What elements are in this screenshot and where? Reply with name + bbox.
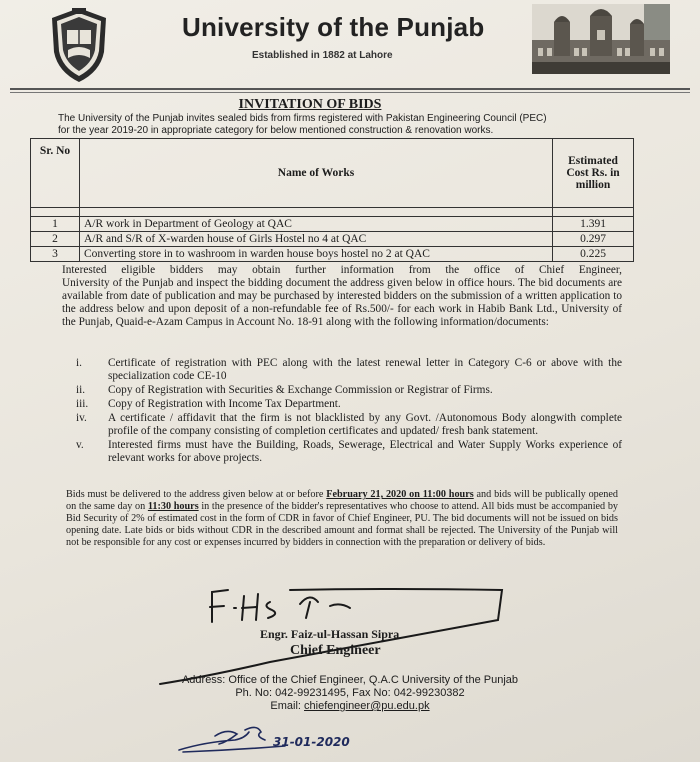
signatory-name: Engr. Faiz-ul-Hassan Sipra <box>260 627 400 641</box>
paragraph-rest: University of the Punjab and inspect the bidding document the address given below in office hours. The bid documents are available from date of publication and may be purchased by interested bidders on the submission of a written application to the address below and upon deposit of a non-refundable fee of Rs.500/- for each work in Habib Bank Ltd., University of the Punjab, Quaid-e-Azam Campus in Account No. 18-91 along with the following information/documents: <box>62 277 622 328</box>
list-item-number: v. <box>76 439 84 451</box>
list-item-number: i. <box>76 357 82 369</box>
intro-line: The University of the Punjab invites sealed bids from firms registered with Pakistan Engineering Council (PEC) <box>58 113 547 124</box>
row-sr: 1 <box>31 217 80 232</box>
university-crest-icon <box>48 6 110 84</box>
table-row <box>31 247 634 262</box>
closing-text: and bids will be publically opened on the same day on <box>66 489 618 512</box>
row-work-name: A/R work in Department of Geology at QAC <box>80 217 553 232</box>
intro-line: for the year 2019-20 in appropriate category for below mentioned construction & renovation works. <box>58 125 494 136</box>
submission-deadline: February 21, 2020 on 11:00 hours <box>326 489 474 500</box>
notice-title: INVITATION OF BIDS <box>238 97 382 112</box>
university-building-icon <box>532 4 670 74</box>
table-spacer-row <box>31 208 634 217</box>
email-label: Email: <box>270 700 305 712</box>
paragraph-first-line: Interested eligible bidders may obtain further information from the office of Chief Engineer, <box>62 264 622 276</box>
list-item-text: Copy of Registration with Income Tax Department. <box>108 398 341 410</box>
email-link[interactable]: chiefengineer@pu.edu.pk <box>304 700 430 712</box>
closing-text: in the presence of the bidder's representatives who choose to attend. All bids must be accompanied by Bid Security of 2% of estimated cost in the form of CDR in favor of Chief Engineer, PU. The bid documents will not be issued on bids opening date. Late bids or bids without CDR in the described amount and format shall be rejected. The University of the Punjab will not be responsible for any cost or expenses incurred by bidders in connection with the preparation or delivery of bids. <box>66 500 619 548</box>
list-item-number: iv. <box>76 412 87 424</box>
opening-time: 11:30 hours <box>147 500 199 512</box>
handwritten-initials-date-icon <box>175 722 385 758</box>
list-item-text: Certificate of registration with PEC along with the latest renewal letter in Category C-6 or above with the specialization code CE-10 <box>108 357 622 382</box>
row-cost: 1.391 <box>553 217 634 232</box>
address-line: Address: Office of the Chief Engineer, Q.A.C University of the Punjab <box>181 674 519 686</box>
list-item-text: Copy of Registration with Securities & Exchange Commission or Registrar of Firms. <box>108 384 493 396</box>
header-divider-thin <box>10 92 690 93</box>
intro-text <box>58 113 618 137</box>
row-sr: 3 <box>31 247 80 262</box>
row-cost: 0.297 <box>553 232 634 247</box>
header-name-of-works: Name of Works <box>80 139 553 208</box>
table-row <box>31 232 634 247</box>
list-item-text: A certificate / affidavit that the firm is not blacklisted by any Govt. /Autonomous Body alongwith complete profile of the company consisting of completion certificates and updated/ fresh bank statement. <box>108 412 622 437</box>
established-line: Established in 1882 at Lahore <box>252 50 393 61</box>
list-item <box>62 357 622 383</box>
header-estimated-cost: Estimated Cost Rs. in million <box>553 139 634 208</box>
works-table <box>30 138 634 262</box>
header-sr-no: Sr. No <box>31 139 80 208</box>
closing-paragraph <box>66 489 618 549</box>
row-work-name: Converting store in to washroom in warden house boys hostel no 2 at QAC <box>80 247 553 262</box>
row-cost: 0.225 <box>553 247 634 262</box>
list-item <box>62 398 622 411</box>
list-item-number: ii. <box>76 384 86 396</box>
list-item <box>62 439 622 465</box>
email-line <box>0 700 700 713</box>
required-documents-list <box>62 357 622 466</box>
phone-fax-line: Ph. No: 042-99231495, Fax No: 042-99230382 <box>235 687 465 699</box>
list-item <box>62 384 622 397</box>
instructions-paragraph <box>62 264 622 329</box>
row-sr: 2 <box>31 232 80 247</box>
handwritten-date: 31-01-2020 <box>273 735 350 749</box>
list-item-text: Interested firms must have the Building, Roads, Sewerage, Electrical and Water Supply Works experience of relevant works for above projects. <box>108 439 622 464</box>
closing-text: Bids must be delivered to the address given below at or before <box>66 489 327 500</box>
signatory-title: Chief Engineer <box>290 643 381 658</box>
contact-address <box>0 674 700 713</box>
table-row <box>31 217 634 232</box>
list-item-number: iii. <box>76 398 89 410</box>
list-item <box>62 412 622 438</box>
row-work-name: A/R and S/R of X-warden house of Girls Hostel no 4 at QAC <box>80 232 553 247</box>
table-header-row <box>31 139 634 208</box>
university-name: University of the Punjab <box>182 12 485 42</box>
header-divider <box>10 88 690 90</box>
